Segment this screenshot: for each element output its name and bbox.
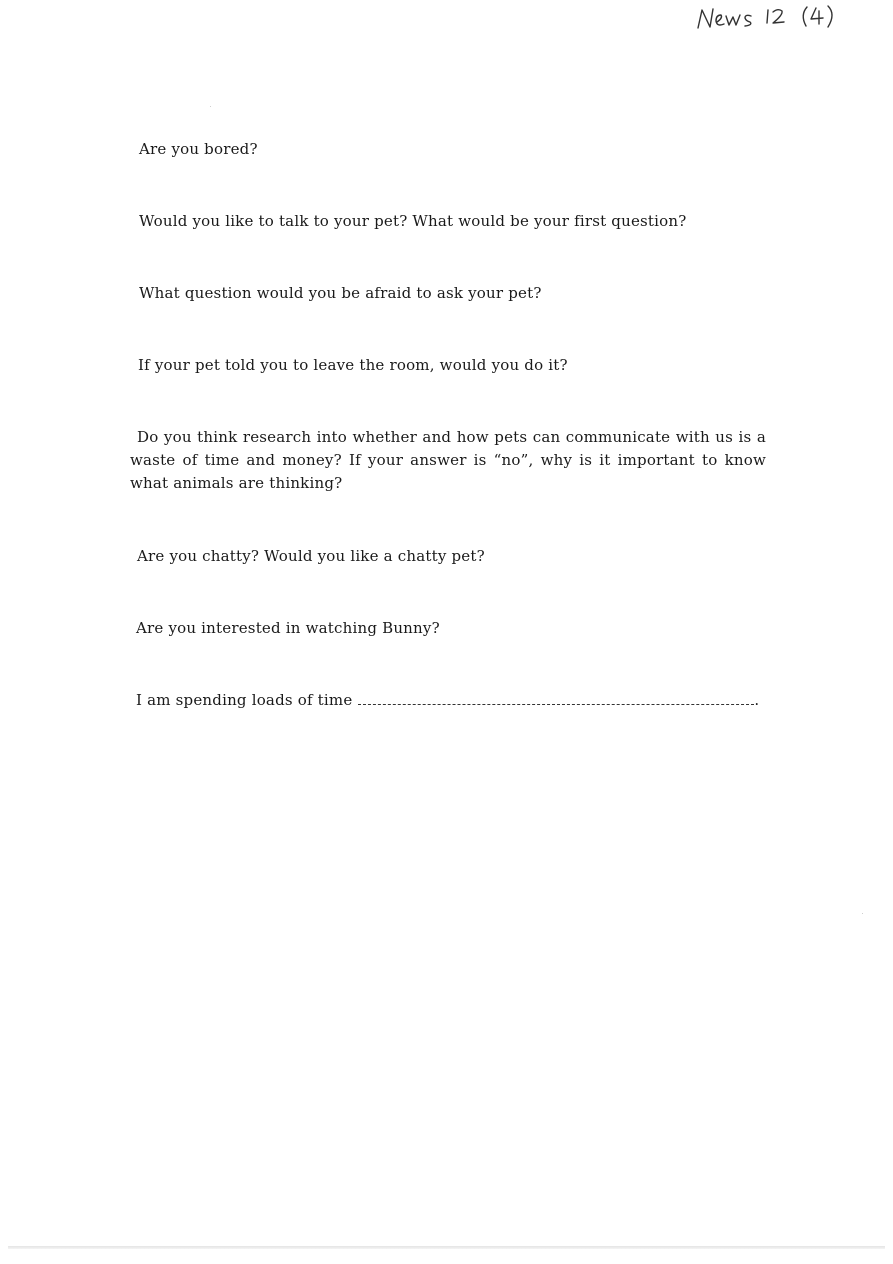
question-talk-to-pet: Would you like to talk to your pet? What would be your first question?	[139, 212, 687, 230]
scan-bottom-edge	[8, 1246, 885, 1249]
scan-speck	[210, 106, 211, 107]
question-leave-room: If your pet told you to leave the room, would you do it?	[138, 356, 568, 374]
question-research-value: Do you think research into whether and how pets can communicate with us is a waste of time and money? If your answer is “no”, why is it important to know what animals are thinking?	[130, 428, 766, 492]
scan-speck	[862, 913, 863, 914]
fill-in-prefix: I am spending loads of time	[136, 691, 353, 709]
handwritten-note	[690, 0, 850, 40]
question-chatty: Are you chatty? Would you like a chatty pet?	[137, 547, 485, 565]
fill-in-blank[interactable]	[358, 690, 754, 705]
question-bored: Are you bored?	[139, 140, 258, 158]
fill-in-suffix: .	[754, 691, 760, 709]
fill-in-sentence	[136, 689, 759, 712]
question-watch-bunny: Are you interested in watching Bunny?	[136, 619, 440, 637]
handwritten-note-signature	[690, 0, 850, 40]
question-afraid-to-ask: What question would you be afraid to ask your pet?	[139, 284, 542, 302]
